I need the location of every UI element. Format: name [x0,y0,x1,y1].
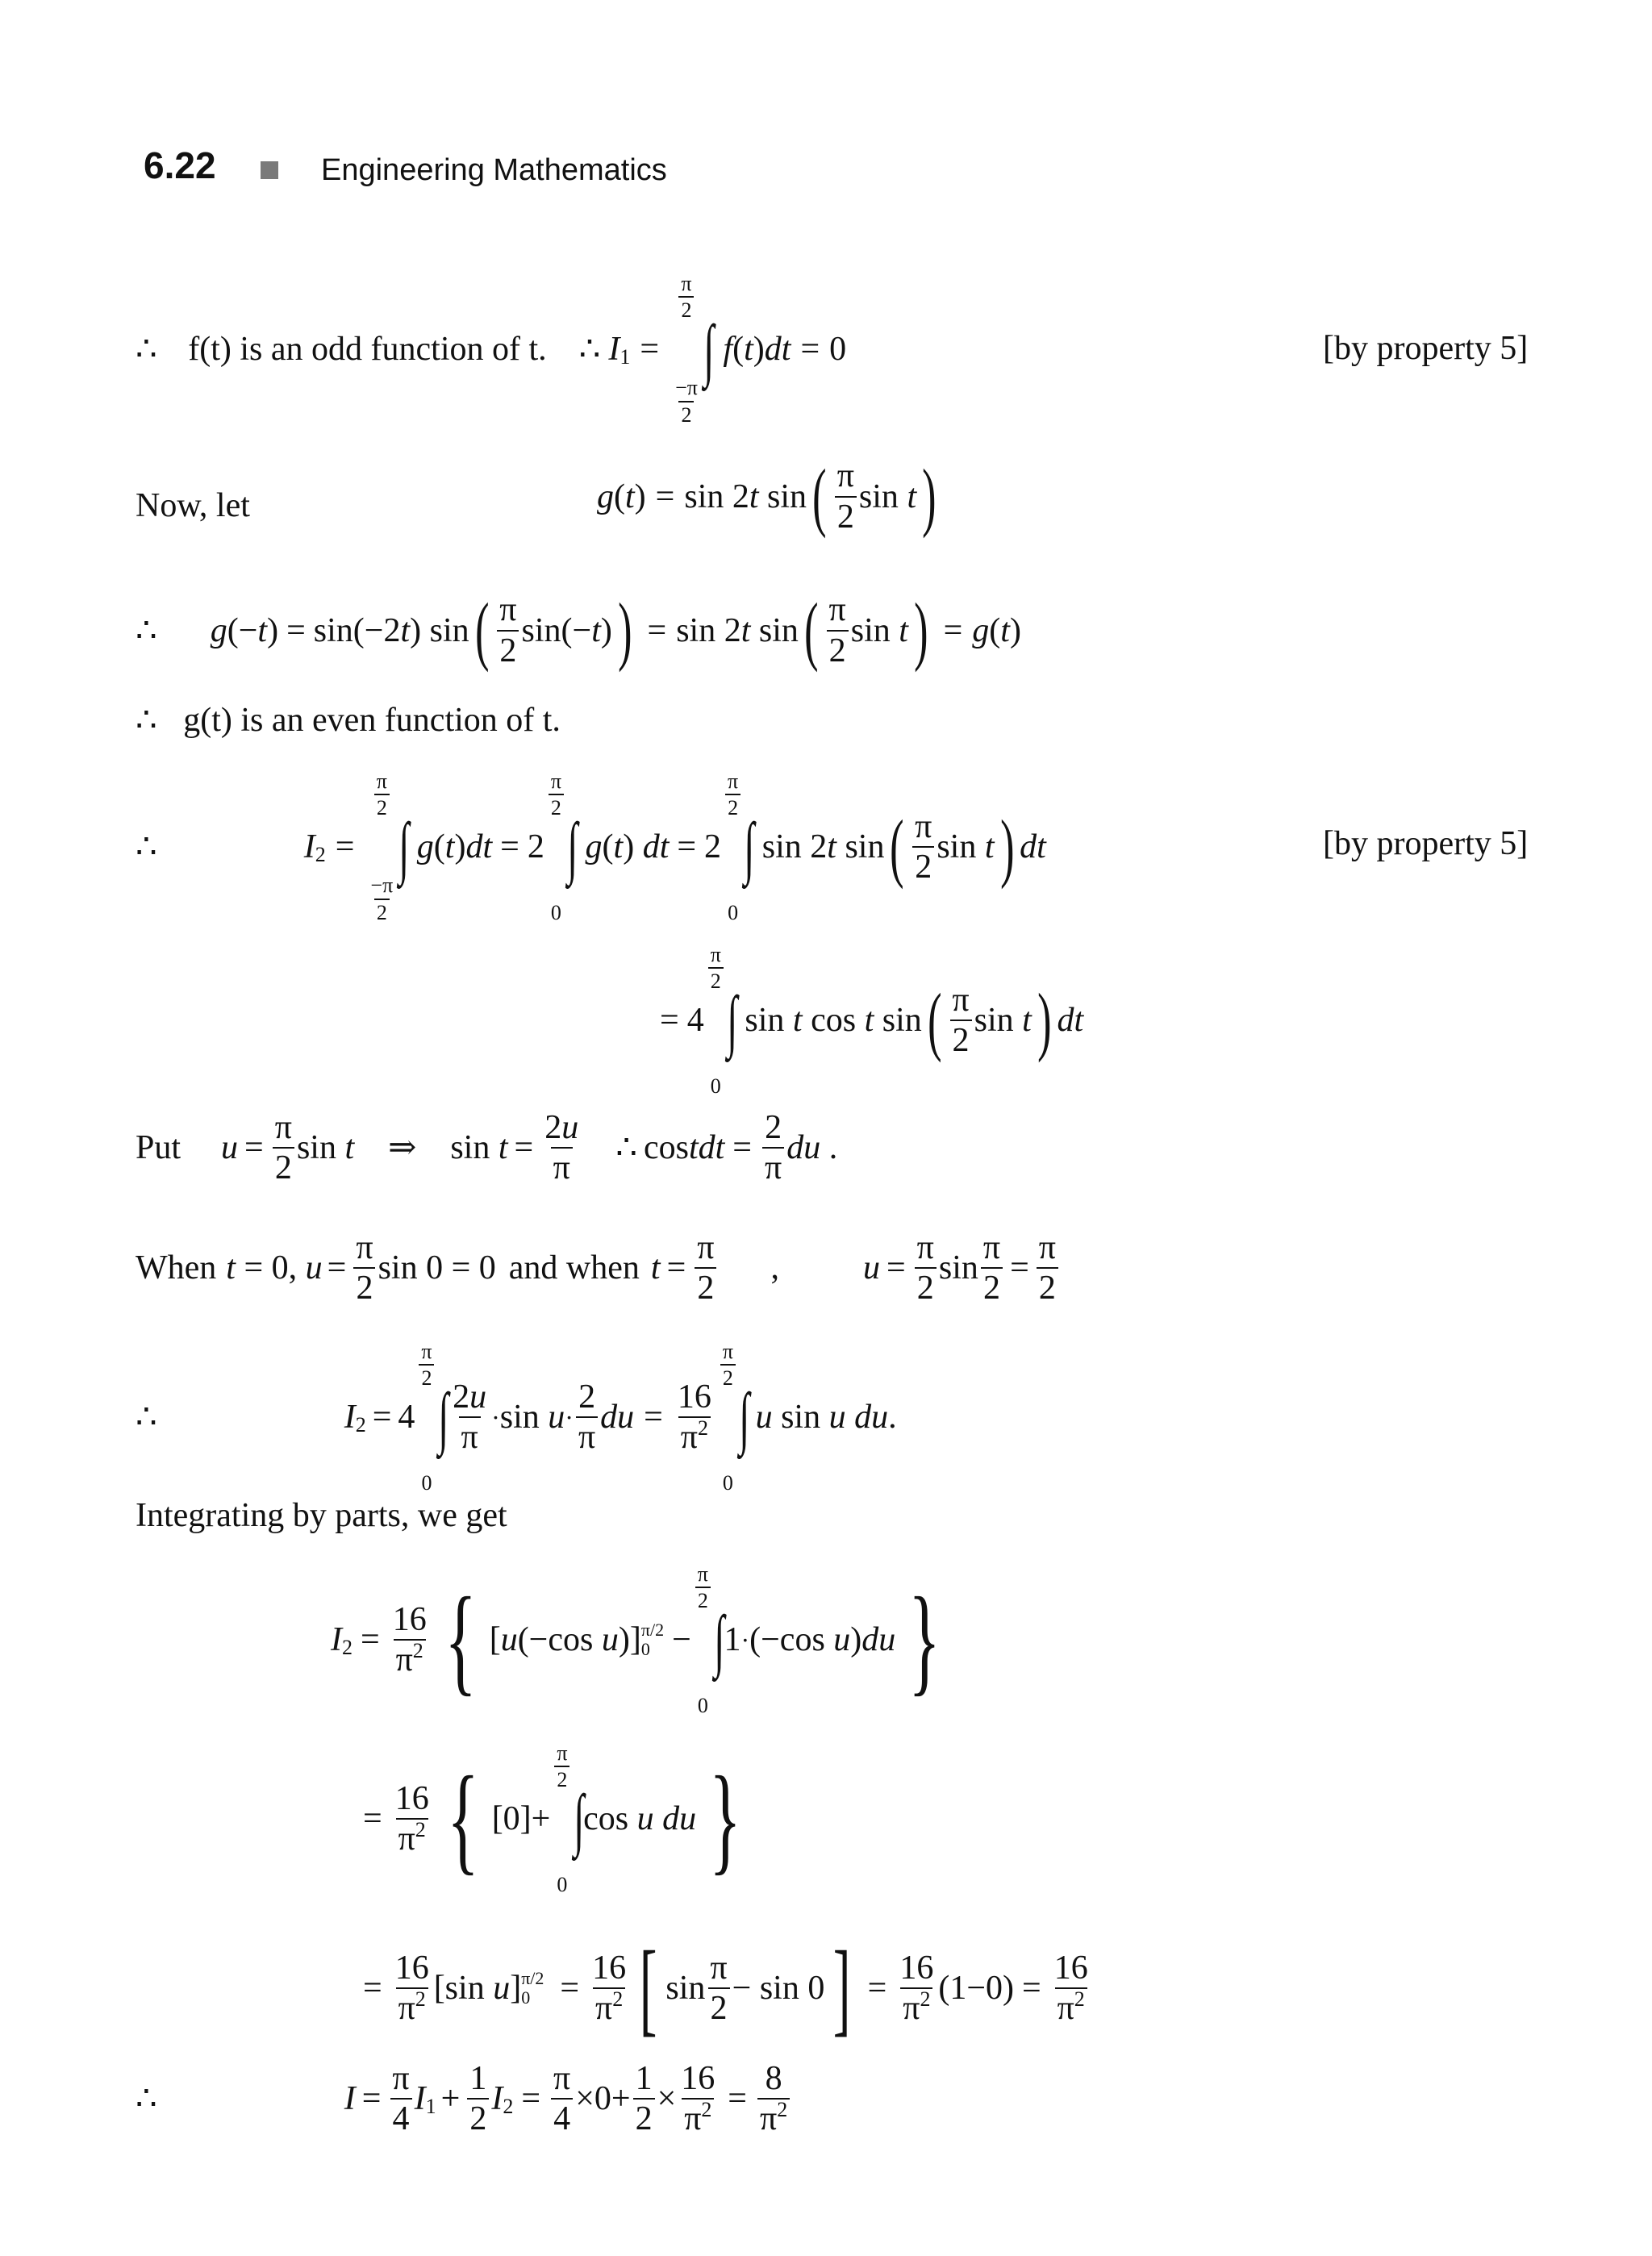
property-ref-2: [by property 5] [1323,825,1529,862]
therefore-symbol: ∴ [136,331,157,368]
book-title: Engineering Mathematics [321,153,667,187]
when-label: When [136,1249,217,1287]
integrating-by-parts: Integrating by parts, we get [136,1497,507,1534]
final-result: ∴ I = $\frac{\pi}{4}$ I 1 + $\frac{1}{2}$ I 2 = $\frac{\pi}{4}$ × 0+ $\frac{1}{2}$ × $\frac{16}{\pi^2}$ = $\frac{8}{\pi^2}$ [136,2061,792,2137]
even-function-text: g(t) is an even function of t. [183,702,561,739]
now-let-label: Now, let [136,487,250,524]
I2-substituted: ∴ I 2 = 4 π 2 0 ∫ 2u π · sin u · 2 π du = $\frac{16}{\pi^2}$ π 2 0 ∫ u sin u du . [136,1340,897,1495]
substitution-line: Put u = $\frac{\pi}{2}$ sin t ⇒ sin t = $\frac{2u}{\pi}$ ∴ costdt = $\frac{2}{\pi}$ du . [136,1109,838,1187]
page-number: 6.22 [144,144,216,186]
property-ref-1: [by property 5] [1323,330,1529,367]
parts-step-3: = $\frac{16}{\pi^2}$ [sin u ] π/2 0 = $\frac{16}{\pi^2}$ [ sin π 2 − sin 0 ] = $\frac{16}{\pi^2}$ (1−0) = $\frac{16}{\pi^2}$ [363,1930,1088,2046]
implies-symbol: ⇒ [388,1129,417,1167]
odd-function-text: f(t) is an odd function of t. [188,331,547,368]
integral-I1: π 2 −π 2 ∫ [675,272,715,427]
I2-line: ∴ I 2 = π 2 −π 2 ∫ g ( t ) dt = 2 π 2 0 ∫ g ( t ) dt = 2 π 2 0 ∫ sin 2t sin ( π 2 sin t ) dt [136,769,1046,924]
parts-step-2: = $\frac{16}{\pi^2}$ { [0]+ π 2 0 ∫ cos u du } [363,1741,741,1896]
I2-step-2: = 4 π 2 0 ∫ sin t cos t sin ( π 2 sin t ) dt [660,943,1084,1098]
even-function-line: ∴ g(t) is an even function of t. [136,702,561,739]
limits-line: When t = 0, u = $\frac{\pi}{2}$ sin 0 = 0 and when t = $\frac{\pi}{2}$ , u = $\frac{\pi}{2}$ sin $\frac{\pi}{2}$ = $\frac{\pi}{2}$ [136,1230,1061,1306]
odd-function-line: ∴ f(t) is an odd function of t. ∴ I 1 = π 2 −π 2 ∫ f ( t ) dt = 0 [136,272,847,427]
header-square-icon [261,161,278,179]
g-negative-t-line: ∴ g (− t ) = sin(−2 t ) sin ( π 2 sin(− t ) ) = sin 2 t sin ( π 2 sin t ) = g ( t ) [136,587,1021,673]
parts-step-1: I 2 = $\frac{16}{\pi^2}$ { [ u (−cos u )] π/2 0 − π 2 0 ∫ 1 · (−cos u ) du } [331,1562,941,1717]
and-when-label: and when [508,1249,640,1287]
put-label: Put [136,1129,181,1167]
g-definition: g ( t ) = sin 2 t sin ( π 2 sin t ) [597,453,937,539]
